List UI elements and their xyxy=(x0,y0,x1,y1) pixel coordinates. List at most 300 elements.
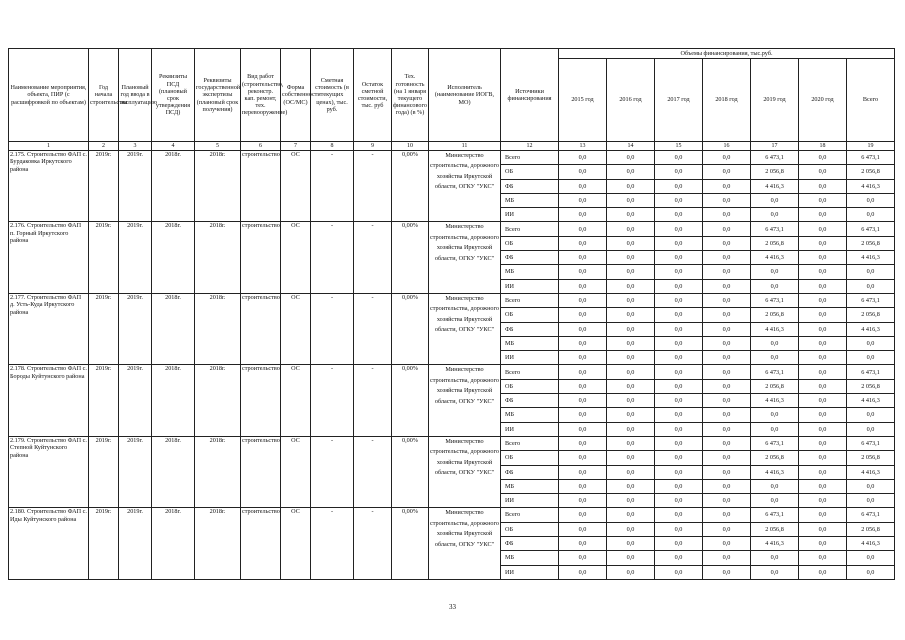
funding-value: 0,0 xyxy=(559,279,607,293)
ownership: ОС xyxy=(281,508,311,579)
funding-value: 0,0 xyxy=(655,394,703,408)
funding-value: 0,0 xyxy=(607,293,655,307)
funding-value: 0,0 xyxy=(559,394,607,408)
funding-value: 0,0 xyxy=(703,565,751,579)
funding-value: 0,0 xyxy=(559,451,607,465)
funding-source: Всего xyxy=(501,151,559,165)
funding-value: 0,0 xyxy=(751,193,799,207)
funding-source: МБ xyxy=(501,193,559,207)
funding-value: 0,0 xyxy=(607,422,655,436)
funding-value: 2 056,8 xyxy=(751,165,799,179)
funding-source: МБ xyxy=(501,551,559,565)
funding-value: 0,0 xyxy=(655,422,703,436)
page-number: 33 xyxy=(449,603,456,611)
funding-value: 0,0 xyxy=(559,479,607,493)
table-row xyxy=(9,293,895,307)
funding-value: 0,0 xyxy=(607,265,655,279)
funding-value: 0,0 xyxy=(799,408,847,422)
plan-year: 2019г. xyxy=(119,436,152,507)
funding-value: 0,0 xyxy=(655,351,703,365)
executor: Министерство строительства, дорожного хозяйства Иркутской области, ОГКУ "УКС" xyxy=(429,222,501,293)
expertise-date: 2018г. xyxy=(195,293,241,364)
funding-value: 0,0 xyxy=(655,151,703,165)
funding-value: 0,0 xyxy=(799,436,847,450)
funding-value: 0,0 xyxy=(703,479,751,493)
work-type: строительство xyxy=(241,293,281,364)
ownership: ОС xyxy=(281,365,311,436)
funding-value: 0,0 xyxy=(655,436,703,450)
funding-value: 0,0 xyxy=(703,336,751,350)
funding-value: 0,0 xyxy=(703,322,751,336)
funding-value: 0,0 xyxy=(751,265,799,279)
work-type: строительство xyxy=(241,436,281,507)
funding-value: 0,0 xyxy=(607,151,655,165)
ownership: ОС xyxy=(281,222,311,293)
funding-value: 0,0 xyxy=(847,208,895,222)
funding-source: МБ xyxy=(501,336,559,350)
header-year: 2016 год xyxy=(607,59,655,142)
funding-source: ИИ xyxy=(501,351,559,365)
funding-value: 0,0 xyxy=(655,508,703,522)
psd-date: 2018г. xyxy=(152,436,195,507)
funding-value: 0,0 xyxy=(751,208,799,222)
executor: Министерство строительства, дорожного хозяйства Иркутской области, ОГКУ "УКС" xyxy=(429,293,501,364)
executor: Министерство строительства, дорожного хозяйства Иркутской области, ОГКУ "УКС" xyxy=(429,365,501,436)
funding-value: 0,0 xyxy=(559,508,607,522)
funding-value: 0,0 xyxy=(607,408,655,422)
funding-value: 0,0 xyxy=(559,537,607,551)
funding-table xyxy=(8,48,895,580)
funding-source: ИИ xyxy=(501,565,559,579)
funding-value: 6 473,1 xyxy=(847,508,895,522)
funding-value: 0,0 xyxy=(847,336,895,350)
funding-value: 0,0 xyxy=(799,494,847,508)
funding-source: ФБ xyxy=(501,322,559,336)
funding-value: 0,0 xyxy=(559,551,607,565)
plan-year: 2019г. xyxy=(119,365,152,436)
table-row xyxy=(9,222,895,236)
funding-value: 0,0 xyxy=(703,465,751,479)
funding-value: 0,0 xyxy=(607,236,655,250)
header-source: Источники финансирования xyxy=(501,49,559,142)
funding-source: Всего xyxy=(501,365,559,379)
funding-value: 0,0 xyxy=(703,508,751,522)
funding-value: 0,0 xyxy=(655,322,703,336)
funding-value: 0,0 xyxy=(799,508,847,522)
start-year: 2019г. xyxy=(89,508,119,579)
funding-value: 0,0 xyxy=(799,165,847,179)
funding-source: Всего xyxy=(501,436,559,450)
executor: Министерство строительства, дорожного хозяйства Иркутской области, ОГКУ "УКС" xyxy=(429,508,501,579)
funding-value: 0,0 xyxy=(799,522,847,536)
funding-value: 0,0 xyxy=(703,436,751,450)
funding-value: 0,0 xyxy=(655,408,703,422)
funding-value: 6 473,1 xyxy=(751,365,799,379)
funding-value: 0,0 xyxy=(559,151,607,165)
funding-value: 0,0 xyxy=(847,565,895,579)
column-number: 12 xyxy=(501,142,559,151)
funding-value: 0,0 xyxy=(799,422,847,436)
object-name: 2.179. Строительство ФАП с. Степной Куйтунского района xyxy=(9,436,89,507)
header-funding-group: Объемы финансирования, тыс.руб. xyxy=(559,49,895,59)
funding-value: 2 056,8 xyxy=(847,522,895,536)
funding-source: МБ xyxy=(501,408,559,422)
remaining-cost: - xyxy=(354,222,392,293)
start-year: 2019г. xyxy=(89,222,119,293)
funding-value: 0,0 xyxy=(703,293,751,307)
table-row xyxy=(9,151,895,165)
funding-value: 4 416,3 xyxy=(751,322,799,336)
funding-value: 0,0 xyxy=(607,193,655,207)
object-name: 2.178. Строительство ФАП с. Бороды Куйтунского района xyxy=(9,365,89,436)
funding-value: 0,0 xyxy=(703,494,751,508)
funding-value: 0,0 xyxy=(655,293,703,307)
funding-value: 0,0 xyxy=(655,465,703,479)
column-number: 5 xyxy=(195,142,241,151)
funding-value: 0,0 xyxy=(655,379,703,393)
funding-value: 4 416,3 xyxy=(847,322,895,336)
funding-value: 0,0 xyxy=(751,351,799,365)
psd-date: 2018г. xyxy=(152,508,195,579)
funding-value: 0,0 xyxy=(559,408,607,422)
funding-value: 0,0 xyxy=(655,265,703,279)
funding-value: 0,0 xyxy=(559,379,607,393)
funding-value: 0,0 xyxy=(751,479,799,493)
funding-value: 0,0 xyxy=(703,265,751,279)
remaining-cost: - xyxy=(354,436,392,507)
funding-value: 4 416,3 xyxy=(751,179,799,193)
estimate-cost: - xyxy=(311,151,354,222)
funding-value: 4 416,3 xyxy=(751,251,799,265)
funding-value: 2 056,8 xyxy=(847,308,895,322)
funding-value: 0,0 xyxy=(751,279,799,293)
funding-value: 0,0 xyxy=(703,408,751,422)
table-row xyxy=(9,365,895,379)
funding-value: 6 473,1 xyxy=(847,222,895,236)
readiness: 0,00% xyxy=(392,222,429,293)
funding-value: 0,0 xyxy=(703,451,751,465)
funding-value: 0,0 xyxy=(607,322,655,336)
funding-value: 0,0 xyxy=(703,308,751,322)
funding-value: 0,0 xyxy=(703,251,751,265)
funding-source: ФБ xyxy=(501,179,559,193)
header-remaining-cost: Остаток сметной стоимости, тыс. руб xyxy=(354,49,392,142)
funding-value: 2 056,8 xyxy=(751,236,799,250)
funding-value: 4 416,3 xyxy=(751,394,799,408)
funding-value: 0,0 xyxy=(607,565,655,579)
funding-value: 0,0 xyxy=(703,351,751,365)
header-psd: Реквизиты ПСД (плановый срок утверждения ПСД) xyxy=(152,49,195,142)
funding-value: 0,0 xyxy=(607,494,655,508)
document-page xyxy=(8,48,888,580)
funding-value: 0,0 xyxy=(703,422,751,436)
funding-value: 0,0 xyxy=(655,494,703,508)
header-year: 2018 год xyxy=(703,59,751,142)
funding-value: 0,0 xyxy=(559,208,607,222)
psd-date: 2018г. xyxy=(152,293,195,364)
start-year: 2019г. xyxy=(89,365,119,436)
funding-value: 0,0 xyxy=(655,336,703,350)
column-number: 18 xyxy=(799,142,847,151)
header-year: 2020 год xyxy=(799,59,847,142)
funding-value: 0,0 xyxy=(799,251,847,265)
estimate-cost: - xyxy=(311,365,354,436)
column-number: 13 xyxy=(559,142,607,151)
funding-source: МБ xyxy=(501,479,559,493)
funding-value: 6 473,1 xyxy=(751,436,799,450)
funding-source: ИИ xyxy=(501,279,559,293)
funding-value: 0,0 xyxy=(799,265,847,279)
funding-value: 0,0 xyxy=(655,551,703,565)
header-expertise: Реквизиты государственной экспертизы (плановый срок получения) xyxy=(195,49,241,142)
remaining-cost: - xyxy=(354,365,392,436)
funding-source: ФБ xyxy=(501,465,559,479)
funding-value: 0,0 xyxy=(655,537,703,551)
funding-value: 0,0 xyxy=(799,551,847,565)
funding-value: 0,0 xyxy=(559,436,607,450)
ownership: ОС xyxy=(281,293,311,364)
column-number: 17 xyxy=(751,142,799,151)
funding-value: 0,0 xyxy=(847,351,895,365)
header-start-year: Год начала строительства xyxy=(89,49,119,142)
funding-value: 0,0 xyxy=(703,522,751,536)
work-type: строительство xyxy=(241,508,281,579)
remaining-cost: - xyxy=(354,508,392,579)
funding-value: 0,0 xyxy=(847,479,895,493)
ownership: ОС xyxy=(281,436,311,507)
funding-source: ОБ xyxy=(501,451,559,465)
funding-value: 0,0 xyxy=(655,565,703,579)
funding-value: 0,0 xyxy=(799,394,847,408)
header-year: 2017 год xyxy=(655,59,703,142)
header-executor: Исполнитель (наименование ИОГВ, МО) xyxy=(429,49,501,142)
plan-year: 2019г. xyxy=(119,222,152,293)
column-number: 1 xyxy=(9,142,89,151)
funding-source: ИИ xyxy=(501,208,559,222)
funding-value: 0,0 xyxy=(799,193,847,207)
funding-value: 0,0 xyxy=(655,193,703,207)
readiness: 0,00% xyxy=(392,293,429,364)
funding-value: 0,0 xyxy=(799,279,847,293)
funding-source: Всего xyxy=(501,222,559,236)
column-number: 4 xyxy=(152,142,195,151)
funding-value: 0,0 xyxy=(655,165,703,179)
funding-value: 0,0 xyxy=(703,165,751,179)
funding-source: ФБ xyxy=(501,251,559,265)
funding-source: ИИ xyxy=(501,494,559,508)
funding-value: 0,0 xyxy=(799,351,847,365)
work-type: строительство xyxy=(241,151,281,222)
funding-value: 0,0 xyxy=(847,408,895,422)
column-number: 3 xyxy=(119,142,152,151)
funding-value: 0,0 xyxy=(703,394,751,408)
funding-source: ОБ xyxy=(501,379,559,393)
funding-value: 0,0 xyxy=(703,179,751,193)
plan-year: 2019г. xyxy=(119,151,152,222)
funding-value: 0,0 xyxy=(703,551,751,565)
funding-value: 0,0 xyxy=(607,179,655,193)
funding-value: 0,0 xyxy=(847,551,895,565)
header-year: 2015 год xyxy=(559,59,607,142)
start-year: 2019г. xyxy=(89,293,119,364)
column-number-row xyxy=(9,142,895,151)
funding-source: Всего xyxy=(501,508,559,522)
column-number: 15 xyxy=(655,142,703,151)
header-plan-year: Плановый год ввода в эксплуатацию xyxy=(119,49,152,142)
funding-value: 0,0 xyxy=(847,422,895,436)
funding-source: МБ xyxy=(501,265,559,279)
object-name: 2.177. Строительство ФАП д. Усть-Куда Иркутского района xyxy=(9,293,89,364)
column-number: 10 xyxy=(392,142,429,151)
funding-source: ИИ xyxy=(501,422,559,436)
funding-value: 4 416,3 xyxy=(847,179,895,193)
funding-value: 0,0 xyxy=(607,508,655,522)
funding-value: 2 056,8 xyxy=(751,379,799,393)
funding-value: 0,0 xyxy=(655,308,703,322)
column-number: 14 xyxy=(607,142,655,151)
psd-date: 2018г. xyxy=(152,151,195,222)
funding-value: 0,0 xyxy=(799,537,847,551)
funding-value: 0,0 xyxy=(703,365,751,379)
estimate-cost: - xyxy=(311,436,354,507)
funding-value: 0,0 xyxy=(607,279,655,293)
start-year: 2019г. xyxy=(89,151,119,222)
funding-value: 0,0 xyxy=(847,193,895,207)
funding-value: 0,0 xyxy=(799,208,847,222)
funding-value: 0,0 xyxy=(847,265,895,279)
object-name: 2.180. Строительство ФАП с. Иды Куйтунского района xyxy=(9,508,89,579)
funding-value: 0,0 xyxy=(799,379,847,393)
remaining-cost: - xyxy=(354,151,392,222)
funding-value: 0,0 xyxy=(559,522,607,536)
column-number: 16 xyxy=(703,142,751,151)
column-number: 6 xyxy=(241,142,281,151)
expertise-date: 2018г. xyxy=(195,222,241,293)
funding-value: 0,0 xyxy=(799,222,847,236)
funding-value: 2 056,8 xyxy=(847,451,895,465)
funding-value: 0,0 xyxy=(607,251,655,265)
funding-value: 2 056,8 xyxy=(847,236,895,250)
funding-value: 0,0 xyxy=(607,394,655,408)
funding-value: 0,0 xyxy=(655,365,703,379)
header-ownership: Форма собственности (ОС/МС) xyxy=(281,49,311,142)
executor: Министерство строительства, дорожного хозяйства Иркутской области, ОГКУ "УКС" xyxy=(429,436,501,507)
funding-value: 0,0 xyxy=(847,494,895,508)
funding-value: 0,0 xyxy=(799,465,847,479)
ownership: ОС xyxy=(281,151,311,222)
header-readiness: Тех. готовность (на 1 января текущего финансового года) (в %) xyxy=(392,49,429,142)
funding-value: 0,0 xyxy=(559,422,607,436)
psd-date: 2018г. xyxy=(152,222,195,293)
funding-value: 0,0 xyxy=(559,308,607,322)
estimate-cost: - xyxy=(311,222,354,293)
funding-value: 0,0 xyxy=(607,351,655,365)
remaining-cost: - xyxy=(354,293,392,364)
funding-value: 6 473,1 xyxy=(847,293,895,307)
funding-value: 0,0 xyxy=(799,322,847,336)
column-number: 7 xyxy=(281,142,311,151)
funding-source: ОБ xyxy=(501,236,559,250)
funding-value: 0,0 xyxy=(703,279,751,293)
funding-value: 0,0 xyxy=(607,537,655,551)
funding-value: 0,0 xyxy=(559,365,607,379)
funding-value: 0,0 xyxy=(607,551,655,565)
funding-value: 0,0 xyxy=(751,422,799,436)
funding-value: 6 473,1 xyxy=(847,365,895,379)
funding-value: 0,0 xyxy=(703,236,751,250)
plan-year: 2019г. xyxy=(119,508,152,579)
funding-value: 0,0 xyxy=(559,336,607,350)
funding-value: 0,0 xyxy=(607,479,655,493)
work-type: строительство xyxy=(241,222,281,293)
funding-value: 0,0 xyxy=(847,279,895,293)
funding-value: 0,0 xyxy=(607,379,655,393)
funding-value: 0,0 xyxy=(607,451,655,465)
funding-value: 2 056,8 xyxy=(751,522,799,536)
estimate-cost: - xyxy=(311,508,354,579)
funding-value: 0,0 xyxy=(655,451,703,465)
funding-value: 0,0 xyxy=(751,494,799,508)
funding-value: 0,0 xyxy=(559,351,607,365)
funding-value: 0,0 xyxy=(607,165,655,179)
funding-value: 6 473,1 xyxy=(847,151,895,165)
funding-value: 6 473,1 xyxy=(751,151,799,165)
funding-value: 4 416,3 xyxy=(751,465,799,479)
table-body xyxy=(9,151,895,580)
column-number: 11 xyxy=(429,142,501,151)
readiness: 0,00% xyxy=(392,151,429,222)
funding-value: 0,0 xyxy=(607,336,655,350)
funding-value: 0,0 xyxy=(559,165,607,179)
funding-value: 0,0 xyxy=(559,322,607,336)
funding-value: 6 473,1 xyxy=(847,436,895,450)
funding-value: 0,0 xyxy=(655,522,703,536)
funding-value: 0,0 xyxy=(559,193,607,207)
executor: Министерство строительства, дорожного хозяйства Иркутской области, ОГКУ "УКС" xyxy=(429,151,501,222)
funding-value: 0,0 xyxy=(559,293,607,307)
funding-value: 0,0 xyxy=(559,179,607,193)
funding-value: 0,0 xyxy=(559,222,607,236)
funding-value: 0,0 xyxy=(799,336,847,350)
funding-value: 4 416,3 xyxy=(847,537,895,551)
funding-value: 2 056,8 xyxy=(847,165,895,179)
funding-value: 0,0 xyxy=(751,336,799,350)
funding-value: 0,0 xyxy=(703,193,751,207)
readiness: 0,00% xyxy=(392,365,429,436)
funding-value: 0,0 xyxy=(655,208,703,222)
expertise-date: 2018г. xyxy=(195,151,241,222)
funding-value: 0,0 xyxy=(559,494,607,508)
funding-value: 0,0 xyxy=(799,365,847,379)
funding-value: 0,0 xyxy=(799,451,847,465)
funding-value: 6 473,1 xyxy=(751,293,799,307)
funding-value: 4 416,3 xyxy=(751,537,799,551)
psd-date: 2018г. xyxy=(152,365,195,436)
funding-source: Всего xyxy=(501,293,559,307)
funding-value: 0,0 xyxy=(607,222,655,236)
funding-value: 0,0 xyxy=(799,308,847,322)
funding-value: 0,0 xyxy=(607,308,655,322)
column-number: 8 xyxy=(311,142,354,151)
funding-source: ФБ xyxy=(501,537,559,551)
funding-value: 0,0 xyxy=(751,551,799,565)
funding-value: 0,0 xyxy=(655,222,703,236)
funding-value: 6 473,1 xyxy=(751,222,799,236)
readiness: 0,00% xyxy=(392,436,429,507)
readiness: 0,00% xyxy=(392,508,429,579)
funding-value: 0,0 xyxy=(559,265,607,279)
funding-source: ОБ xyxy=(501,308,559,322)
